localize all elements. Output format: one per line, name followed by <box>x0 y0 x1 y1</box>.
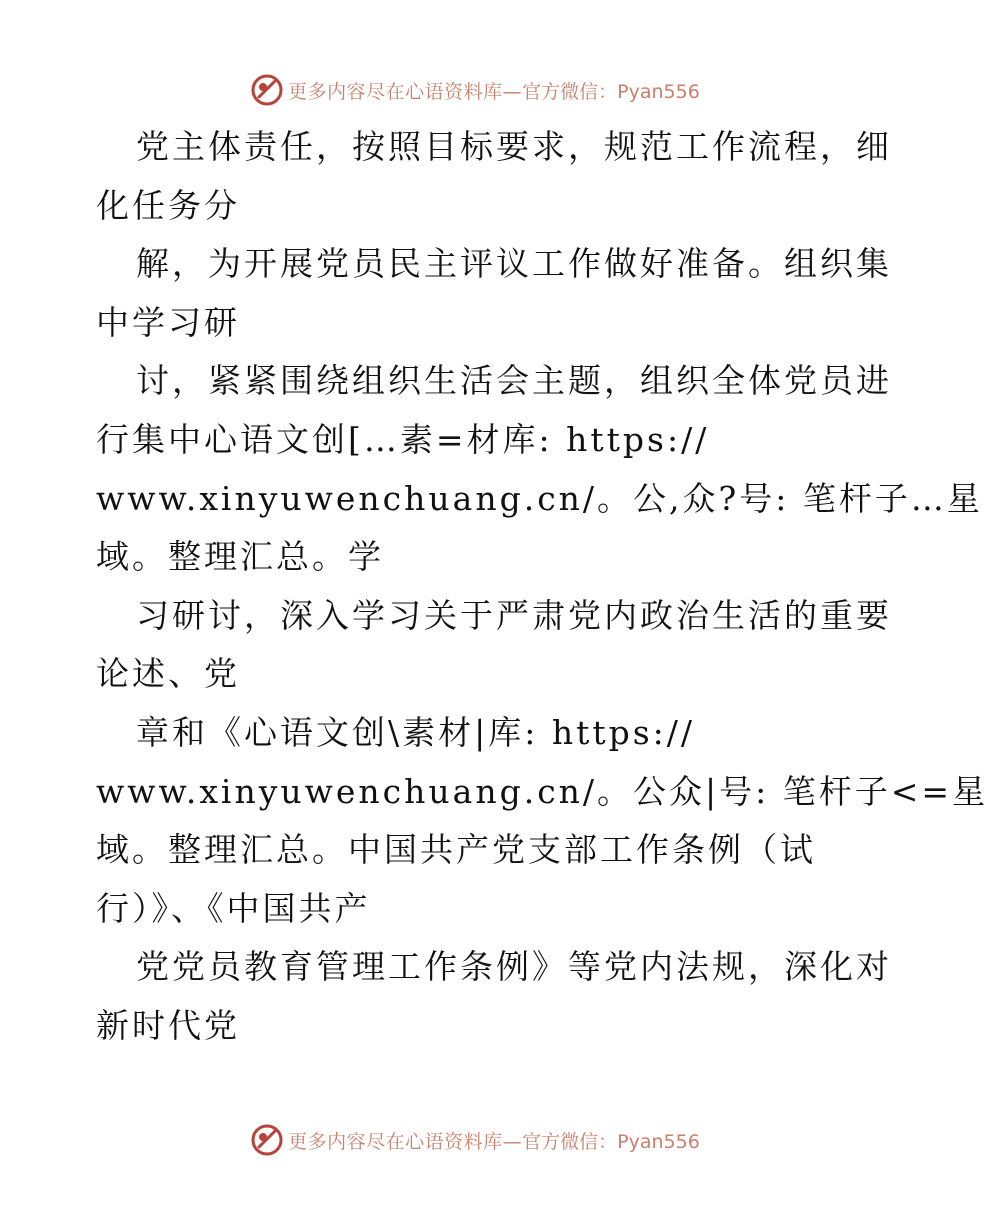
body-line: 域。整理汇总。学 <box>96 537 384 577</box>
body-line: 行）》、《中国共产 <box>96 888 371 928</box>
header-banner-wechat: 官方微信：Pyan556 <box>522 80 700 103</box>
body-line: 新时代党 <box>96 1005 240 1045</box>
document-body <box>96 118 988 1056</box>
body-line: 域。整理汇总。中国共产党支部工作条例（试 <box>96 830 816 870</box>
body-line: 解，为开展党员民主评议工作做好准备。组织集 <box>136 244 892 284</box>
body-line: 中学习研 <box>96 302 240 342</box>
body-line: 论述、党 <box>96 654 240 694</box>
body-line: www.xinyuwenchuang.cn/。公,众?号: 笔杆子…星 <box>96 478 983 518</box>
footer-banner-text: 更多内容尽在心语资料库— <box>288 1130 523 1153</box>
header-banner-text: 更多内容尽在心语资料库— <box>288 80 523 103</box>
body-line: 党党员教育管理工作条例》等党内法规，深化对 <box>136 947 892 987</box>
body-line: 习研讨，深入学习关于严肃党内政治生活的重要 <box>136 595 892 635</box>
body-line: www.xinyuwenchuang.cn/。公众|号: 笔杆子<=星 <box>96 771 988 811</box>
body-line: 行集中心语文创[…素=材库: https:// <box>96 419 710 459</box>
body-line: 章和《心语文创\素材|库: https:// <box>136 712 696 752</box>
footer-banner-wechat: 官方微信：Pyan556 <box>522 1130 700 1153</box>
body-line: 化任务分 <box>96 185 240 225</box>
logo-icon <box>250 1123 284 1157</box>
header-banner <box>0 70 950 110</box>
footer-banner <box>0 1120 950 1160</box>
logo-icon <box>250 73 284 107</box>
body-line: 党主体责任，按照目标要求，规范工作流程，细 <box>136 127 892 166</box>
body-line: 讨，紧紧围绕组织生活会主题，组织全体党员进 <box>136 361 892 401</box>
